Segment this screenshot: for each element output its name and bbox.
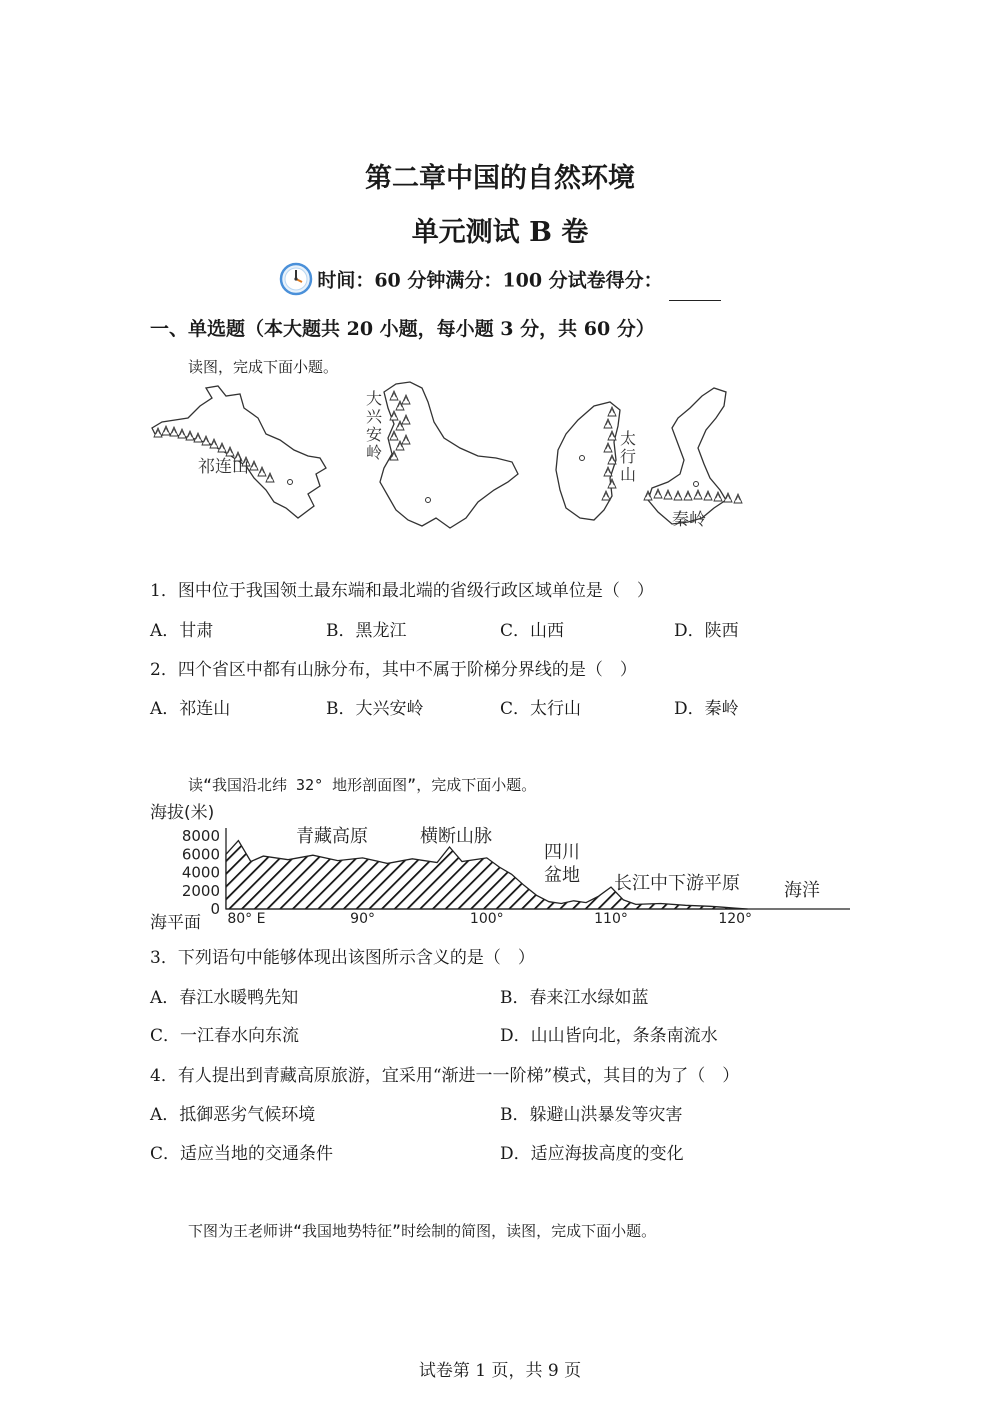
q1-option-a[interactable]: A．甘肃 <box>150 621 214 641</box>
exam-info-text: 时间：60 分钟满分：100 分试卷得分： <box>317 269 663 292</box>
gansu-map <box>152 386 326 518</box>
profile-ylabel: 海拔(米) <box>150 803 215 823</box>
score-blank <box>669 280 721 301</box>
page-footer: 试卷第 1 页，共 9 页 <box>418 1361 582 1381</box>
label-hengduan: 横断山脉 <box>420 826 492 847</box>
label-taihang-3: 山 <box>620 465 637 484</box>
question-2: 2．四个省区中都有山脉分布，其中不属于阶梯分界线的是（ ） <box>150 660 637 680</box>
q3-option-b[interactable]: B．春来江水绿如蓝 <box>500 988 649 1008</box>
x-tick-100: 100° <box>469 911 504 927</box>
section-heading: 一、单选题（本大题共 20 小题，每小题 3 分，共 60 分） <box>150 318 655 340</box>
label-sichuan-2: 盆地 <box>544 865 580 886</box>
label-daxing-1: 大 <box>366 389 383 408</box>
label-daxing-2: 兴 <box>366 407 383 426</box>
x-tick-120: 120° <box>718 911 753 927</box>
q3-option-c[interactable]: C．一江春水向东流 <box>150 1026 300 1046</box>
y-tick-4000: 4000 <box>181 863 220 882</box>
x-ticks <box>227 911 752 927</box>
shanxi-map <box>556 402 636 520</box>
y-tick-6000: 6000 <box>181 845 220 864</box>
q2-option-b[interactable]: B．大兴安岭 <box>326 699 424 719</box>
y-tick-0: 0 <box>210 900 220 918</box>
label-qilian: 祁连山 <box>198 457 249 477</box>
q4-option-b[interactable]: B．躲避山洪暴发等灾害 <box>500 1105 683 1125</box>
label-ocean: 海洋 <box>784 880 820 901</box>
intro-text-2: 读“我国沿北纬 32° 地形剖面图”，完成下面小题。 <box>188 776 537 794</box>
y-ticks <box>182 827 220 918</box>
label-yangtze-plain: 长江中下游平原 <box>614 873 740 894</box>
question-4: 4．有人提出到青藏高原旅游，宜采用“渐进一一阶梯”模式，其目的为了（ ） <box>150 1066 740 1086</box>
q2-option-a[interactable]: A．祁连山 <box>150 699 231 719</box>
label-sichuan-1: 四川 <box>544 842 580 863</box>
sea-level-label: 海平面 <box>150 913 201 933</box>
q1-option-d[interactable]: D．陕西 <box>674 621 739 641</box>
page-subtitle: 单元测试 B 卷 <box>411 217 589 248</box>
question-1: 1．图中位于我国领土最东端和最北端的省级行政区域单位是（ ） <box>150 581 654 601</box>
shaanxi-map <box>644 388 742 530</box>
label-tibet-plateau: 青藏高原 <box>296 826 368 847</box>
y-tick-8000: 8000 <box>181 827 220 845</box>
q2-option-c[interactable]: C．太行山 <box>500 699 582 719</box>
q3-option-a[interactable]: A．春江水暖鸭先知 <box>150 988 299 1008</box>
terrain-profile-chart <box>148 798 852 938</box>
q2-option-d[interactable]: D．秦岭 <box>674 699 739 719</box>
q3-option-d[interactable]: D．山山皆向北，条条南流水 <box>500 1026 718 1046</box>
label-taihang-2: 行 <box>620 447 637 466</box>
q4-option-a[interactable]: A．抵御恶劣气候环境 <box>150 1105 316 1125</box>
heilongjiang-map <box>366 382 518 528</box>
q1-option-c[interactable]: C．山西 <box>500 621 565 641</box>
x-tick-90: 90° <box>350 911 376 927</box>
x-tick-110: 110° <box>594 911 628 927</box>
label-daxing-4: 岭 <box>366 443 383 462</box>
x-tick-80: 80° E <box>227 911 266 927</box>
q4-option-c[interactable]: C．适应当地的交通条件 <box>150 1144 334 1164</box>
y-tick-2000: 2000 <box>181 881 220 900</box>
q4-option-d[interactable]: D．适应海拔高度的变化 <box>500 1144 684 1164</box>
clock-icon <box>279 262 313 301</box>
intro-text-1: 读图，完成下面小题。 <box>188 358 339 376</box>
question-3: 3．下列语句中能够体现出该图所示含义的是（ ） <box>150 948 535 968</box>
label-qinling: 秦岭 <box>672 510 706 530</box>
label-taihang-1: 太 <box>620 429 637 448</box>
label-daxing-3: 安 <box>366 425 383 444</box>
exam-info <box>0 262 1000 301</box>
q1-option-b[interactable]: B．黑龙江 <box>326 621 407 641</box>
province-maps <box>148 378 748 538</box>
intro-text-3: 下图为王老师讲“我国地势特征”时绘制的简图，读图，完成下面小题。 <box>188 1222 657 1240</box>
page-title: 第二章中国的自然环境 <box>365 163 635 194</box>
